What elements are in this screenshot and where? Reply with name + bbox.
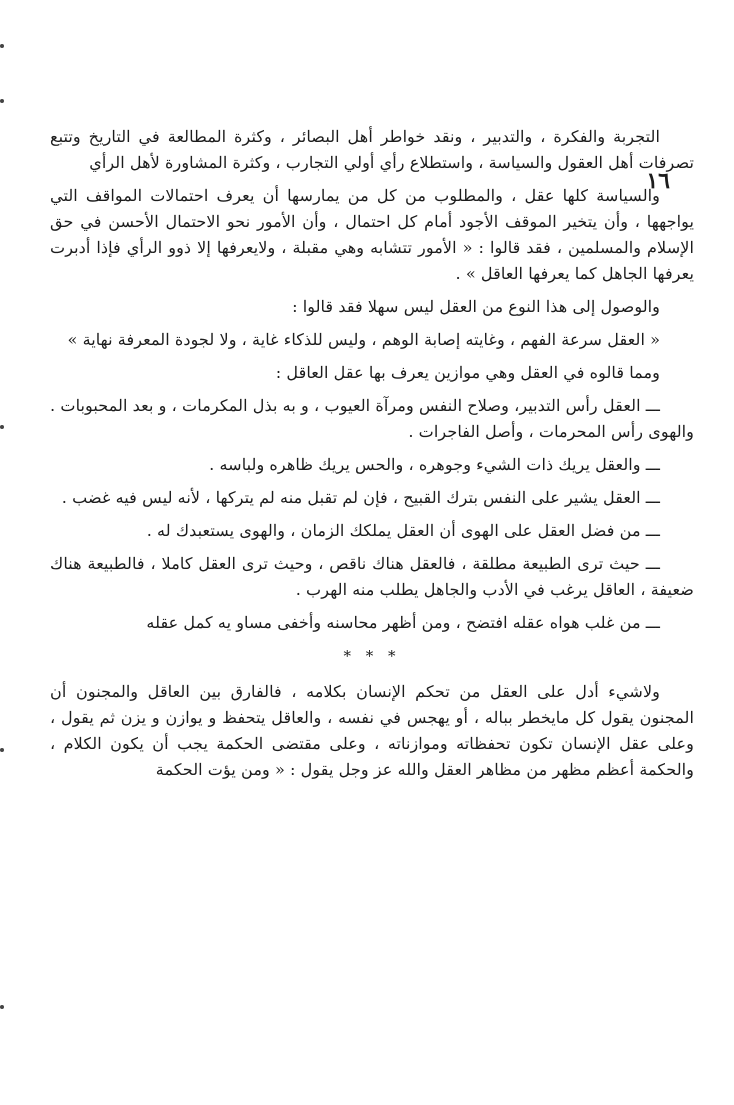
page-number: ١٦ bbox=[646, 168, 670, 194]
saying-item-3: ـــ العقل يشير على النفس بترك القبيح ، فإن لم تقبل منه لم يتركها ، لأنه ليس فيه غضب . bbox=[61, 488, 660, 507]
saying-item-6: ـــ من غلب هواه عقله افتضح ، ومن أظهر محاسنه وأخفى مساو يه كمل عقله bbox=[146, 613, 660, 632]
saying-item-5: ـــ حيث ترى الطبيعة مطلقة ، فالعقل هناك ناقص ، وحيث ترى العقل كاملا ، فالطبيعة هناك ضعيفة ، العاقل يرغب في الأدب والجاهل يطلب منه الهرب . bbox=[50, 554, 694, 599]
saying-item-4: ـــ من فضل العقل على الهوى أن العقل يملكك الزمان ، والهوى يستعبدك له . bbox=[146, 521, 660, 540]
saying-item-2: ـــ والعقل يريك ذات الشيء وجوهره ، والحس يريك ظاهره ولباسه . bbox=[209, 455, 660, 474]
paragraph-sayings-intro: ومما قالوه في العقل وهي موازين يعرف بها عقل العاقل : bbox=[275, 363, 660, 382]
scan-edge-mark bbox=[0, 748, 4, 752]
scan-edge-mark bbox=[0, 425, 4, 429]
scan-edge-mark bbox=[0, 44, 4, 48]
paragraph-quote: « العقل سرعة الفهم ، وغايته إصابة الوهم ، وليس للذكاء غاية ، ولا لجودة المعرفة نهاية » bbox=[67, 330, 660, 349]
paragraph-closing: ولاشيء أدل على العقل من تحكم الإنسان بكلامه ، فالفارق بين العاقل والمجنون أن المجنون يقول كل مايخطر بباله ، أو يهجس في نفسه ، والعاقل يتحفظ و يوازن و يزن ثم يقول ، وعلى عقل الإنسان تكون تحفظاته وموازناته ، وعلى مقتضى الحكمة يجب أن يكون الكلام ، والحكمة أعظم مظهر من مظاهر العقل والله عز وجل يقول : « ومن يؤت الحكمة bbox=[50, 682, 694, 779]
saying-item-1: ـــ العقل رأس التدبير، وصلاح النفس ومرآة العيوب ، و به بذل المكرمات ، و بعد المحبوبات . والهوى رأس المحرمات ، وأصل الفاجرات . bbox=[50, 396, 694, 441]
book-page bbox=[42, 84, 706, 1065]
scan-edge-mark bbox=[0, 99, 4, 103]
page-content bbox=[50, 124, 694, 790]
paragraph-intro: التجربة والفكرة ، والتدبير ، ونقد خواطر أهل البصائر ، وكثرة المطالعة في التاريخ وتتبع تصرفات أهل العقول والسياسة ، واستطلاع رأي أولي التجارب ، وكثرة المشاورة لأهل الرأي bbox=[50, 127, 694, 172]
scan-edge-mark bbox=[0, 1005, 4, 1009]
section-separator: * * * bbox=[343, 647, 401, 665]
paragraph-reaching: والوصول إلى هذا النوع من العقل ليس سهلا فقد قالوا : bbox=[292, 297, 660, 316]
paragraph-politics: والسياسة كلها عقل ، والمطلوب من كل من يمارسها أن يعرف احتمالات المواقف التي يواجهها ، وأن يتخير الموقف الأجود أمام كل احتمال ، وأن الأمور نحو الاحتمال الأحسن في حق الإسلام والمسلمين ، فقد قالوا : « الأمور تتشابه وهي مقبلة ، ولايعرفها إلا ذوو الرأي فإذا أدبرت يعرفها الجاهل كما يعرفها العاقل » . bbox=[50, 186, 694, 283]
